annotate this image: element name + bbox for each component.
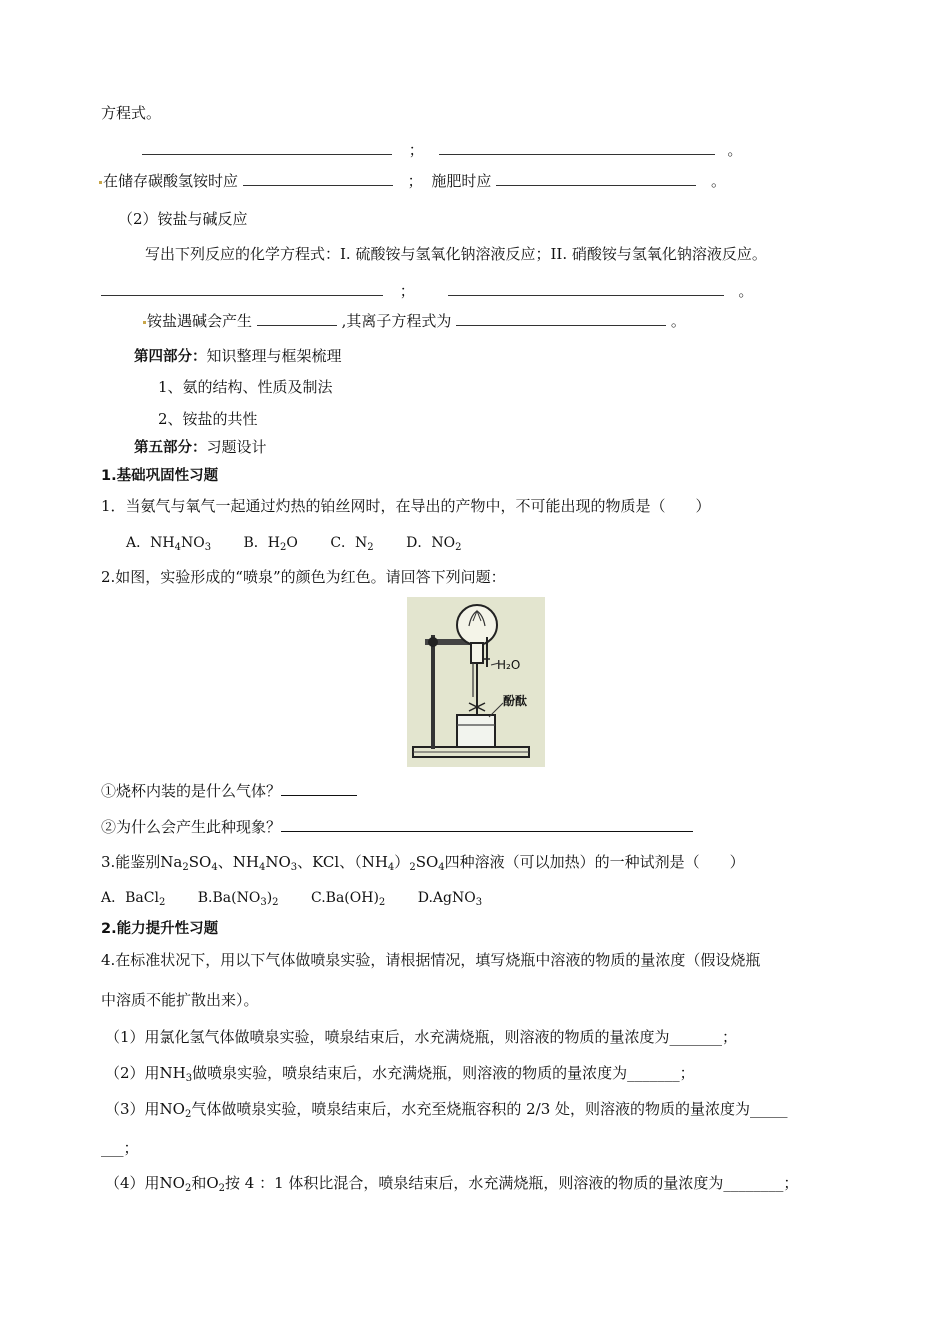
equation-blank-2[interactable]: [439, 140, 715, 155]
question-4-3-continued: ___；: [101, 1139, 139, 1157]
question-1: 1．当氨气与氧气一起通过灼热的铂丝网时，在导出的产物中，不可能出现的物质是（ ）: [101, 497, 711, 515]
storage-fertilize-row: [99, 171, 726, 191]
part4-item-2: 2、铵盐的共性: [158, 410, 258, 428]
fertilize-label: 施肥时应: [431, 172, 492, 190]
option-d[interactable]: D．$NO_2$: [406, 535, 462, 553]
option-b[interactable]: B．$H_2O$: [243, 535, 298, 553]
equation-blanks-row: [142, 140, 742, 160]
continued-text: 方程式。: [101, 104, 162, 122]
option-c[interactable]: C．$N_2$: [330, 535, 374, 553]
question-2-1: ①烧杯内装的是什么气体？: [101, 781, 357, 801]
equation-blank-1[interactable]: [142, 140, 392, 155]
question-4-2: （2）用$NH_3$做喷泉实验，喷泉结束后，水充满烧瓶，则溶液的物质的量浓度为_______；: [105, 1064, 695, 1084]
option-a[interactable]: A．BaCl$_2$: [101, 890, 166, 908]
storage-blank[interactable]: [243, 171, 393, 186]
period: 。: [710, 172, 726, 190]
option-d[interactable]: D.AgNO$_3$: [417, 890, 483, 908]
question-3: 3.能鉴别$Na_2SO_4$、$NH_4NO_3$、KCl、$(NH_4)_2SO_4$四种溶液（可以加热）的一种试剂是（ ）: [101, 853, 745, 873]
ammonium-label: 铵盐遇碱会产生: [147, 312, 253, 330]
option-a[interactable]: A．$NH_4NO_3$: [126, 535, 212, 553]
question-4-3: （3）用$NO_2$气体做喷泉实验，喷泉结束后，水充至烧瓶容积的 2/3 处，则溶液的物质的量浓度为_____: [105, 1100, 788, 1120]
storage-label: 在储存碳酸氢铵时应: [103, 172, 239, 190]
basic-heading: 1.基础巩固性习题: [101, 468, 219, 484]
indicator-label: 酚酞: [503, 694, 528, 708]
fertilize-blank[interactable]: [496, 171, 696, 186]
period: 。: [738, 282, 754, 300]
question-2-2: ②为什么会产生此种现象？: [101, 817, 693, 837]
part5-title: 第五部分：习题设计: [134, 438, 267, 456]
option-c[interactable]: $C.Ba(OH)_2$: [311, 890, 386, 908]
gas-blank[interactable]: [257, 311, 337, 326]
phenomenon-answer-blank[interactable]: [281, 817, 693, 832]
gas-answer-blank[interactable]: [281, 781, 357, 796]
ionic-blank[interactable]: [456, 311, 666, 326]
separator: ；: [407, 172, 423, 190]
question-4-line-2: 中溶质不能扩散出来）。: [101, 991, 259, 1009]
reaction-blank-2[interactable]: [448, 281, 724, 296]
question-4-4: （4）用$NO_2$和$O_2$按 4 ：1 体积比混合，喷泉结束后，水充满烧瓶，则溶液的物质的量浓度为________；: [105, 1174, 799, 1194]
reaction-blank-1[interactable]: [101, 281, 383, 296]
question-2: 2.如图，实验形成的“喷泉”的颜色为红色。请回答下列问题：: [101, 568, 506, 586]
part4-title: 第四部分：知识整理与框架梳理: [134, 347, 342, 365]
part4-item-1: 1、氨的结构、性质及制法: [158, 378, 333, 396]
period: 。: [727, 141, 743, 159]
ammonium-row: [143, 311, 686, 331]
ability-heading: 2.能力提升性习题: [101, 921, 219, 937]
separator: ；: [399, 282, 415, 300]
separator: ；: [408, 141, 424, 159]
question-3-options: [101, 888, 482, 908]
fountain-experiment-figure: [407, 597, 545, 767]
water-label: H₂O: [497, 658, 521, 672]
section-heading: （2）铵盐与碱反应: [118, 210, 248, 228]
question-1-options: [126, 533, 461, 553]
period: 。: [670, 312, 686, 330]
reaction-blanks-row: [101, 281, 753, 301]
fountain-apparatus-diagram: [407, 597, 545, 767]
option-b[interactable]: $B.Ba(NO_3)_2$: [197, 890, 279, 908]
question-4-line-1: 4.在标准状况下，用以下气体做喷泉实验，请根据情况，填写烧瓶中溶液的物质的量浓度（假设烧瓶: [101, 951, 761, 969]
question-4-1: （1）用氯化氢气体做喷泉实验，喷泉结束后，水充满烧瓶，则溶液的物质的量浓度为_______；: [105, 1028, 738, 1046]
reaction-prompt: 写出下列反应的化学方程式：I. 硫酸铵与氢氧化钠溶液反应；II. 硝酸铵与氢氧化钠溶液反应。: [145, 245, 767, 263]
ionic-label: ,其离子方程式为: [341, 312, 452, 330]
